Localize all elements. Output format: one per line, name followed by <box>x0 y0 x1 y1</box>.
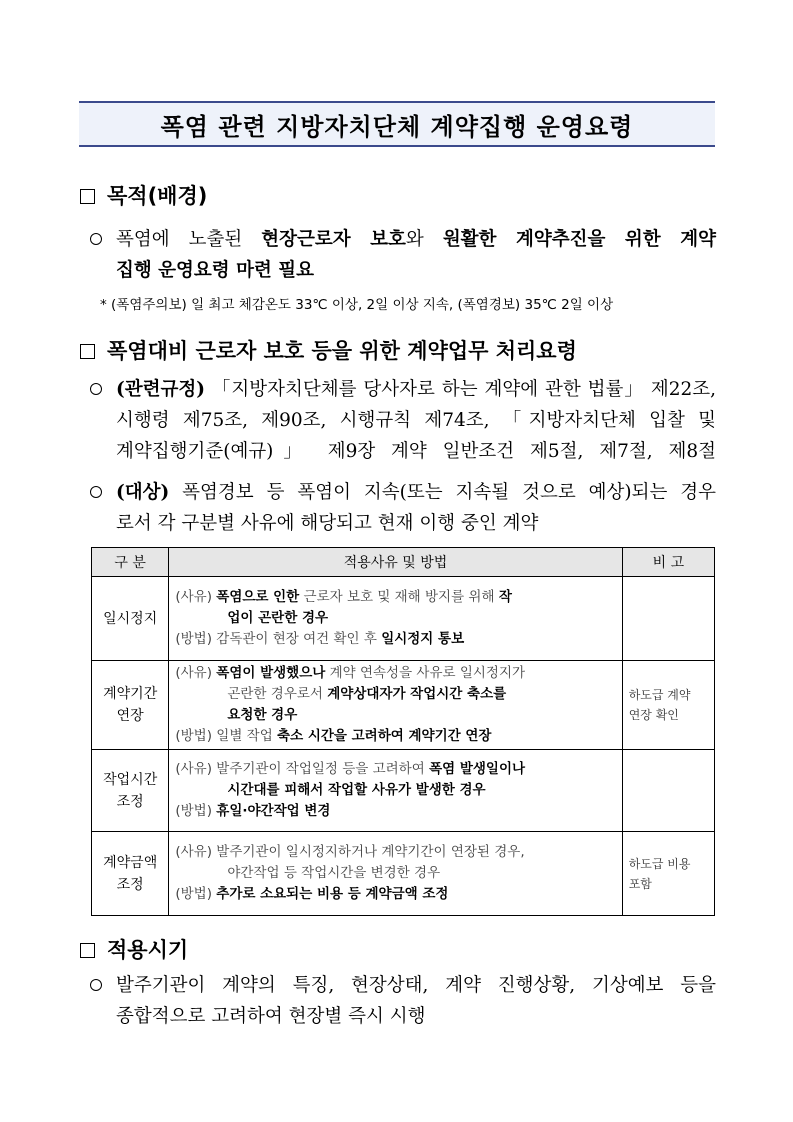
section-heading-process: 폭염대비 근로자 보호 등을 위한 계약업무 처리요령 <box>80 335 577 365</box>
regulation-line-3: 계약집행기준(예규)」 제9장 계약 일반조건 제5절, 제7절, 제8절 <box>116 441 716 462</box>
header-method: 적용사유 및 방법 <box>169 548 622 577</box>
row-description: (사유) 발주기관이 작업일정 등을 고려하여 폭염 발생일이나 시간대를 피해서 작업할 사유가 발생한 경우 (방법) 휴일·야간작업 변경 <box>169 750 622 832</box>
timing-line-2: 종합적으로 고려하여 현장별 즉시 시행 <box>116 1006 426 1027</box>
purpose-bullet <box>90 224 718 286</box>
checkbox-square-icon <box>80 189 95 204</box>
table-row <box>92 577 715 661</box>
title-text: 폭염 관련 지방자치단체 계약집행 운영요령 <box>160 112 634 141</box>
table-row <box>92 832 715 916</box>
table-header-row <box>92 548 715 577</box>
purpose-line-1: 폭염에 노출된 현장근로자 보호와 원활한 계약추진을 위한 계약 <box>116 229 716 250</box>
row-remark <box>622 577 714 661</box>
timing-line-1: 발주기관이 계약의 특징, 현장상태, 계약 진행상황, 기상예보 등을 <box>116 975 716 996</box>
target-line-1: (대상) 폭염경보 등 폭염이 지속(또는 지속될 것으로 예상)되는 경우 <box>116 482 716 503</box>
checkbox-square-icon <box>80 943 95 958</box>
measures-table <box>91 547 715 916</box>
circle-bullet-icon <box>90 486 102 498</box>
row-remark <box>622 750 714 832</box>
timing-bullet <box>90 970 718 1032</box>
regulation-line-2: 시행령 제75조, 제90조, 시행규칙 제74조, 「지방자치단체 입찰 및 <box>116 410 716 431</box>
row-description: (사유) 폭염이 발생했으나 계약 연속성을 사유로 일시정지가 곤란한 경우로서 계약상대자가 작업시간 축소를 요청한 경우 (방법) 일별 작업 축소 시간을 고려하여 계약기간 연장 <box>169 661 622 750</box>
row-category: 계약기간 연장 <box>92 661 169 750</box>
table-row <box>92 750 715 832</box>
row-category: 계약금액 조정 <box>92 832 169 916</box>
circle-bullet-icon <box>90 383 102 395</box>
circle-bullet-icon <box>90 979 102 991</box>
header-remark: 비 고 <box>622 548 714 577</box>
row-description: (사유) 폭염으로 인한 근로자 보호 및 재해 방지를 위해 작 업이 곤란한 경우 (방법) 감독관이 현장 여건 확인 후 일시정지 통보 <box>169 577 622 661</box>
header-category: 구 분 <box>92 548 169 577</box>
purpose-line-2: 집행 운영요령 마련 필요 <box>116 260 315 281</box>
row-category: 작업시간 조정 <box>92 750 169 832</box>
row-description: (사유) 발주기관이 일시정지하거나 계약기간이 연장된 경우, 야간작업 등 작업시간을 변경한 경우 (방법) 추가로 소요되는 비용 등 계약금액 조정 <box>169 832 622 916</box>
heat-advisory-note: * (폭염주의보) 일 최고 체감온도 33℃ 이상, 2일 이상 지속, (폭염경보) 35℃ 2일 이상 <box>100 297 614 313</box>
row-remark: 하도급 계약 연장 확인 <box>622 661 714 750</box>
section-heading-timing: 적용시기 <box>80 934 188 964</box>
table-row <box>92 661 715 750</box>
regulation-line-1: (관련규정) 「지방자치단체를 당사자로 하는 계약에 관한 법률」 제22조, <box>116 379 716 400</box>
document-title <box>79 101 715 147</box>
checkbox-square-icon <box>80 344 95 359</box>
circle-bullet-icon <box>90 233 102 245</box>
target-line-2: 로서 각 구분별 사유에 해당되고 현재 이행 중인 계약 <box>116 513 539 534</box>
row-remark: 하도급 비용 포함 <box>622 832 714 916</box>
row-category: 일시정지 <box>92 577 169 661</box>
target-bullet <box>90 477 718 539</box>
section-heading-purpose: 목적(배경) <box>80 180 207 210</box>
regulation-bullet <box>90 374 718 467</box>
